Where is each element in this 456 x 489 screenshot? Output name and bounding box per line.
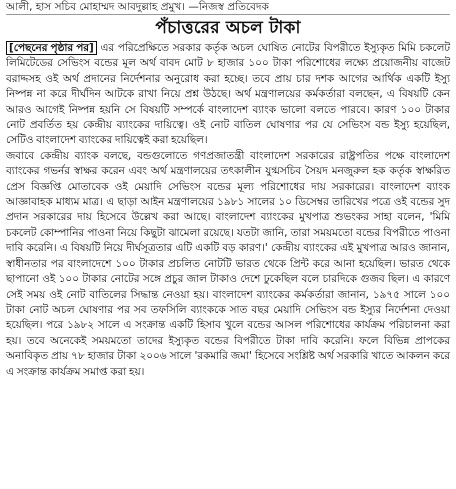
continued-from-label: [পেছনের পৃষ্ঠার পর] [6, 41, 97, 55]
article-paragraph-2 [6, 149, 450, 380]
article-paragraph-1 [6, 41, 450, 149]
paragraph-1-text: এর পরিপ্রেক্ষিতে সরকার কর্তৃক অচল ঘোষিত নোটের বিপরীতে ইস্যুকৃত মিমি চকলেট লিমিটেডের সেভিংস বন্ডের মূল অর্থ বাবদ মোট ৮ হাজার ১০০ টাকা পরিশোধের লক্ষ্যে প্রয়োজনীয় বাজেট বরাদ্দসহ ওই অর্থ প্রদানের নির্দেশনার অনুরোধ করা হচ্ছে। তবে প্রায় চার দশক আগের আর্থিক একটি ইস্যু নিষ্পন্ন না করে দীর্ঘদিন আটকে রাখা নিয়ে প্রশ্ন উঠছে। অর্থ মন্ত্রণালয়ের কর্মকর্তারা বলছেন, এ বিষয়টি কেন আরও আগেই নিষ্পন্ন হয়নি সে বিষয়টি সম্পর্কে বাংলাদেশ ব্যাংক ভালো বলতে পারবে। কারণ ১০০ টাকার নোট প্রবর্তিত হয় কেন্দ্রীয় ব্যাংকের দায়িত্বে। ওই নোট বাতিল ঘোষণার পর যে সেভিংস বন্ড ইস্যু হয়েছিল, সেটিও বাংলাদেশ ব্যাংকের দায়িত্বেই করা হয়েছিল। [6, 42, 450, 147]
paragraph-2-text: জবাবে কেন্দ্রীয় ব্যাংক বলছে, বন্ডগুলোতে গণপ্রজাতন্ত্রী বাংলাদেশ সরকারের রাষ্ট্রপতির পক্ষে বাংলাদেশ ব্যাংকের গভর্নর স্বাক্ষর করেন এবং অর্থ মন্ত্রণালয়ের তৎকালীন যুগ্মসচিব সৈয়দ মনজুরুল হক কর্তৃক স্বাক্ষরিত প্রেস বিজ্ঞপ্তি মোতাবেক ওই মেয়াদি সেভিংস বন্ডের মূল্য পরিশোধের দায় সরকারের। বাংলাদেশ ব্যাংক আজ্ঞাবাহক মাধ্যম মাত্র। এ ছাড়া আইন মন্ত্রণালয়ের ১৯৮১ সালের ১০ ডিসেম্বর তারিখের পত্রে ওই বন্ডের সুদ প্রদান সরকারের দায় হিসেবে উল্লেখ করা আছে। বাংলাদেশ ব্যাংকের মুখপাত্র শুভংকর সাহা বলেন, 'মিমি চকলেট কোম্পানির পাওনা নিয়ে কিছুটা ঝামেলা রয়েছে। যতটা জানি, তারা সময়মতো বন্ডের বিপরীতে পাওনা দাবি করেনি। এ বিষয়টি নিয়ে দীর্ঘসূত্রতার এটি একটি বড় কারণ।' কেন্দ্রীয় ব্যাংকের এই মুখপাত্র আরও জানান, স্বাধীনতার পর বাংলাদেশে ১০০ টাকার প্রচলিত নোটটি ভারত থেকে প্রিন্ট করে আনা হয়েছিল। ভারত থেকে ছাপানো ওই ১০০ টাকার নোটের সঙ্গে প্রচুর জাল টাকাও দেশে ঢুকেছিল বলে চারদিকে গুজব ছিল। এ কারণে সেই সময় ওই নোট বাতিলের সিদ্ধান্ত নেওয়া হয়। বাংলাদেশ ব্যাংকের কর্মকর্তারা জানান, ১৯৭৫ সালে ১০০ টাকা নোট অচল ঘোষণার পর সব তফসিলি ব্যাংককে সাত বছর মেয়াদি সেভিংস বন্ড ইস্যুর নির্দেশনা দেওয়া হয়েছিল। পরে ১৯৮২ সালে এ সংক্রান্ত একটি হিসাব খুলে বন্ডের আসল পরিশোধের কার্যক্রম পরিচালনা করা হয়। তবে অনেকেই সময়মতো তাদের ইস্যুকৃত বন্ডের বিপরীতে টাকা দাবি করেনি। ফলে বিভিন্ন প্রাপকের অনাবিকৃত প্রায় ৭৮ হাজার টাকা ২০০৬ সালে 'রকমারি জমা' হিসেবে সংশ্লিষ্ট অর্থ সরকারি খাতে আকলন করে এ সংক্রান্ত কার্যক্রম সমাপ্ত করা হয়। [6, 149, 450, 378]
previous-article-byline: আলী, হাস সচিব মোহাম্মদ আবদুল্লাহ প্রমুখ। —নিজস্ব প্রতিবেদক [6, 0, 450, 15]
article-body [6, 41, 450, 380]
article-headline: পঁচাত্তরের অচল টাকা [155, 18, 301, 38]
